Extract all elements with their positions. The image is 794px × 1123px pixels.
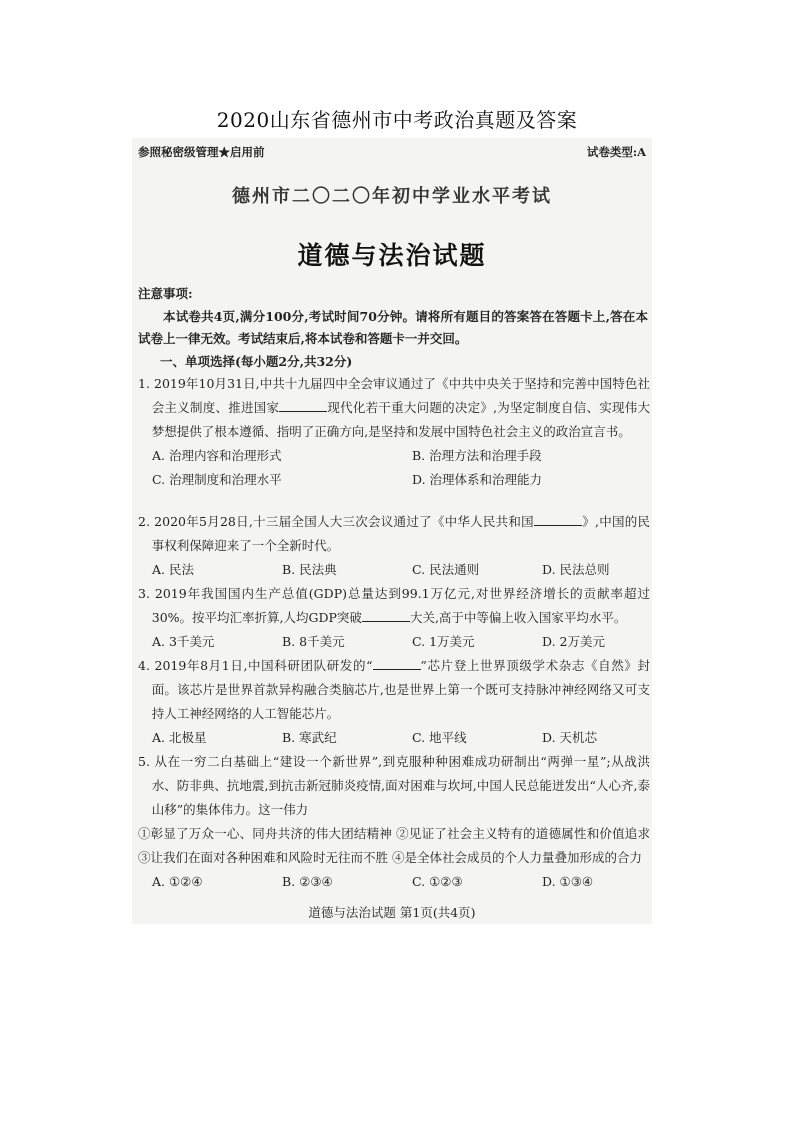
q4-stem-start: 4. 2019年8月1日,中国科研团队研发的“ — [138, 658, 373, 673]
q1-option-c: C. 治理制度和治理水平 — [152, 472, 282, 487]
notice-text: 本试卷共4页,满分100分,考试时间70分钟。请将所有题目的答案答在答题卡上,答在本试卷上一律无效。考试结束后,将本试卷和答题卡一并交回。 — [138, 309, 648, 346]
answer-blank — [373, 657, 421, 670]
q3-option-a: A. 3千美元 — [152, 634, 215, 649]
question-2 — [138, 510, 650, 582]
q1-stem-start: 1. 2019年10月31日,中共十九届四中全会审议通过了《中共中央关于坚持和完善中国特色社会主义制度、推进国家 — [138, 376, 650, 415]
q3-stem-end: 大关,高于中等偏上收入国家平均水平。 — [409, 610, 627, 625]
q3-option-c: C. 1万美元 — [412, 634, 475, 649]
q5-option-a: A. ①②④ — [152, 874, 203, 889]
q1-stem-end: 现代化若干重大问题的决定》,为坚定制度自信、实现伟大梦想提供了根本遵循、指明了正确方向,是坚持和发展中国特色社会主义的政治宣言书。 — [151, 400, 650, 439]
answer-blank — [362, 609, 410, 622]
q2-option-b: B. 民法典 — [282, 562, 337, 577]
notice-heading: 注意事项: — [138, 286, 193, 301]
q5-stem: 5. 从在一穷二白基础上“建设一个新世界”,到克服种种困难成功研制出“两弹一星”;从战洪水、防非典、抗地震,到抗击新冠肺炎疫情,面对困难与坎坷,中国人民总能迸发出“人心齐,泰山移”的集体伟力。这一伟力 — [138, 754, 650, 817]
page-footer: 道德与法治试题 第1页(共4页) — [308, 905, 476, 920]
q2-option-a: A. 民法 — [152, 562, 194, 577]
q4-stem-end: ”芯片登上世界顶级学术杂志《自然》封面。该芯片是世界首款异构融合类脑芯片,也是世界上第一个既可支持脉冲神经网络又可支持人工神经网络的人工智能芯片。 — [151, 658, 650, 721]
question-1 — [138, 372, 650, 492]
q4-option-d: D. 天机芯 — [542, 730, 598, 745]
q5-option-c: C. ①②③ — [412, 874, 463, 889]
q5-option-d: D. ①③④ — [542, 874, 594, 889]
answer-blank — [534, 513, 582, 526]
secret-level-label: 参照秘密级管理★启用前 — [138, 145, 265, 159]
question-3 — [138, 582, 650, 654]
q1-option-b: B. 治理方法和治理手段 — [412, 448, 542, 463]
q4-option-b: B. 寒武纪 — [282, 730, 337, 745]
q5-option-b: B. ②③④ — [282, 874, 333, 889]
question-4 — [138, 654, 650, 750]
q1-option-a: A. 治理内容和治理形式 — [152, 448, 282, 463]
document-title: 2020山东省德州市中考政治真题及答案 — [216, 108, 578, 132]
answer-blank — [279, 399, 327, 412]
q2-stem-start: 2. 2020年5月28日,十三届全国人大三次会议通过了《中华人民共和国 — [138, 514, 534, 529]
q3-option-d: D. 2万美元 — [542, 634, 605, 649]
exam-title: 德州市二〇二〇年初中学业水平考试 — [232, 186, 552, 207]
q2-option-d: D. 民法总则 — [542, 562, 610, 577]
q3-stem-start: 3. 2019年我国国内生产总值(GDP)总量达到99.1万亿元,对世界经济增长的贡献率超过30%。按平均汇率折算,人均GDP突破 — [138, 586, 650, 625]
q1-option-d: D. 治理体系和治理能力 — [412, 472, 543, 487]
q3-option-b: B. 8千美元 — [282, 634, 345, 649]
q4-option-a: A. 北极星 — [152, 730, 207, 745]
paper-type-label: 试卷类型:A — [586, 145, 646, 159]
subject-title: 道德与法治试题 — [297, 241, 487, 270]
q5-statements: ①彰显了万众一心、同舟共济的伟大团结精神 ②见证了社会主义特有的道德属性和价值追求 ③让我们在面对各种困难和风险时无往而不胜 ④是全体社会成员的个人力量叠加形成的合力 — [138, 826, 650, 865]
section-heading: 一、单项选择(每小题2分,共32分) — [160, 354, 353, 369]
scanned-exam-page — [132, 138, 652, 924]
question-5 — [138, 750, 650, 894]
q2-option-c: C. 民法通则 — [412, 562, 480, 577]
q4-option-c: C. 地平线 — [412, 730, 467, 745]
q2-stem-end: 》,中国的民事权利保障迎来了一个全新时代。 — [151, 514, 650, 553]
